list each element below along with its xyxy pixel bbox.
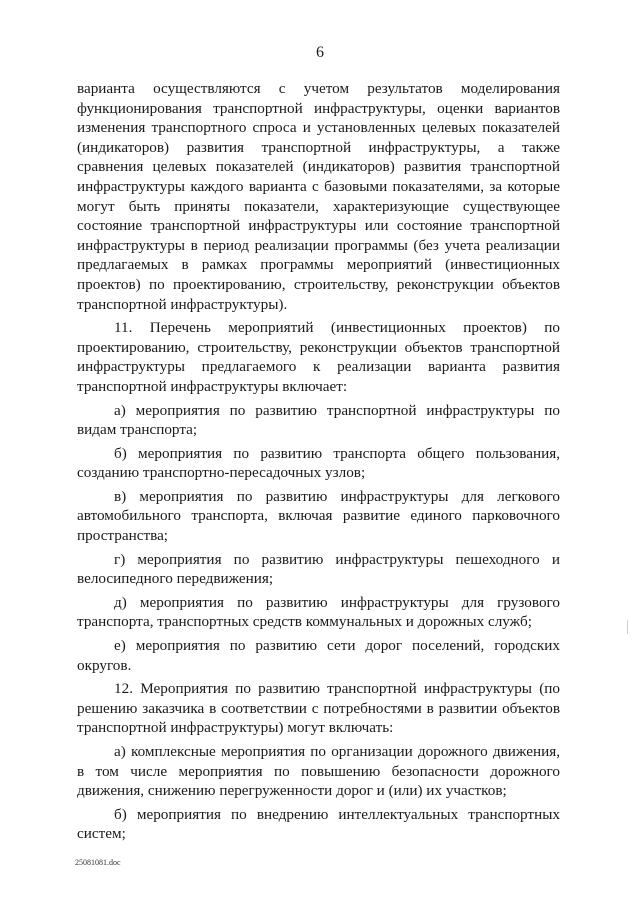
- paragraph-item-12b: б) мероприятия по внедрению интеллектуальных транспортных систем;: [77, 805, 560, 843]
- paragraph-item-11v: в) мероприятия по развитию инфраструктуры для легкового автомобильного транспорта, включая развитие единого парковочного пространства;: [77, 487, 560, 545]
- paragraph-item-11b: б) мероприятия по развитию транспорта общего пользования, созданию транспортно-пересадочных узлов;: [77, 444, 560, 482]
- paragraph-item-11a: а) мероприятия по развитию транспортной инфраструктуры по видам транспорта;: [77, 401, 560, 439]
- paragraph-item-12a: а) комплексные мероприятия по организации дорожного движения, в том числе мероприятия по повышению безопасности дорожного движения, снижению перегруженности дорог и (или) их участков;: [77, 743, 560, 800]
- scan-artifact-mark: [627, 620, 628, 634]
- document-body: [77, 79, 560, 848]
- page-number: 6: [316, 44, 324, 61]
- footer-filename: 25081081.doc: [75, 858, 121, 867]
- paragraph-item-12: 12. Мероприятия по развитию транспортной инфраструктуры (по решению заказчика в соответствии с потребностями в развитии объектов транспортной инфраструктуры) могут включать:: [77, 680, 560, 737]
- paragraph-item-11e: е) мероприятия по развитию сети дорог поселений, городских округов.: [77, 637, 560, 674]
- paragraph-item-11: 11. Перечень мероприятий (инвестиционных проектов) по проектированию, строительству, реконструкции объектов транспортной инфраструктуры предлагаемого к реализации варианта развития транспортной инфраструктуры включает:: [77, 319, 560, 395]
- paragraph-item-11d: д) мероприятия по развитию инфраструктуры для грузового транспорта, транспортных средств коммунальных и дорожных служб;: [77, 593, 560, 631]
- paragraph-continuation: варианта осуществляются с учетом результатов моделирования функционирования транспортной инфраструктуры, оценки вариантов изменения транспортного спроса и установленных целевых показателей (индикаторов) развития транспортной инфраструктуры, а также сравнения целевых показателей (индикаторов) развития транспортной инфраструктуры каждого варианта с базовыми показателями, за которые могут быть приняты показатели, характеризующие существующее состояние транспортной инфраструктуры или состояние транспортной инфраструктуры в период реализации программы (без учета реализации предлагаемых в рамках программы мероприятий (инвестиционных проектов) по проектированию, строительству, реконструкции объектов транспортной инфраструктуры).: [77, 80, 560, 313]
- paragraph-item-11g: г) мероприятия по развитию инфраструктуры пешеходного и велосипедного передвижения;: [77, 550, 560, 588]
